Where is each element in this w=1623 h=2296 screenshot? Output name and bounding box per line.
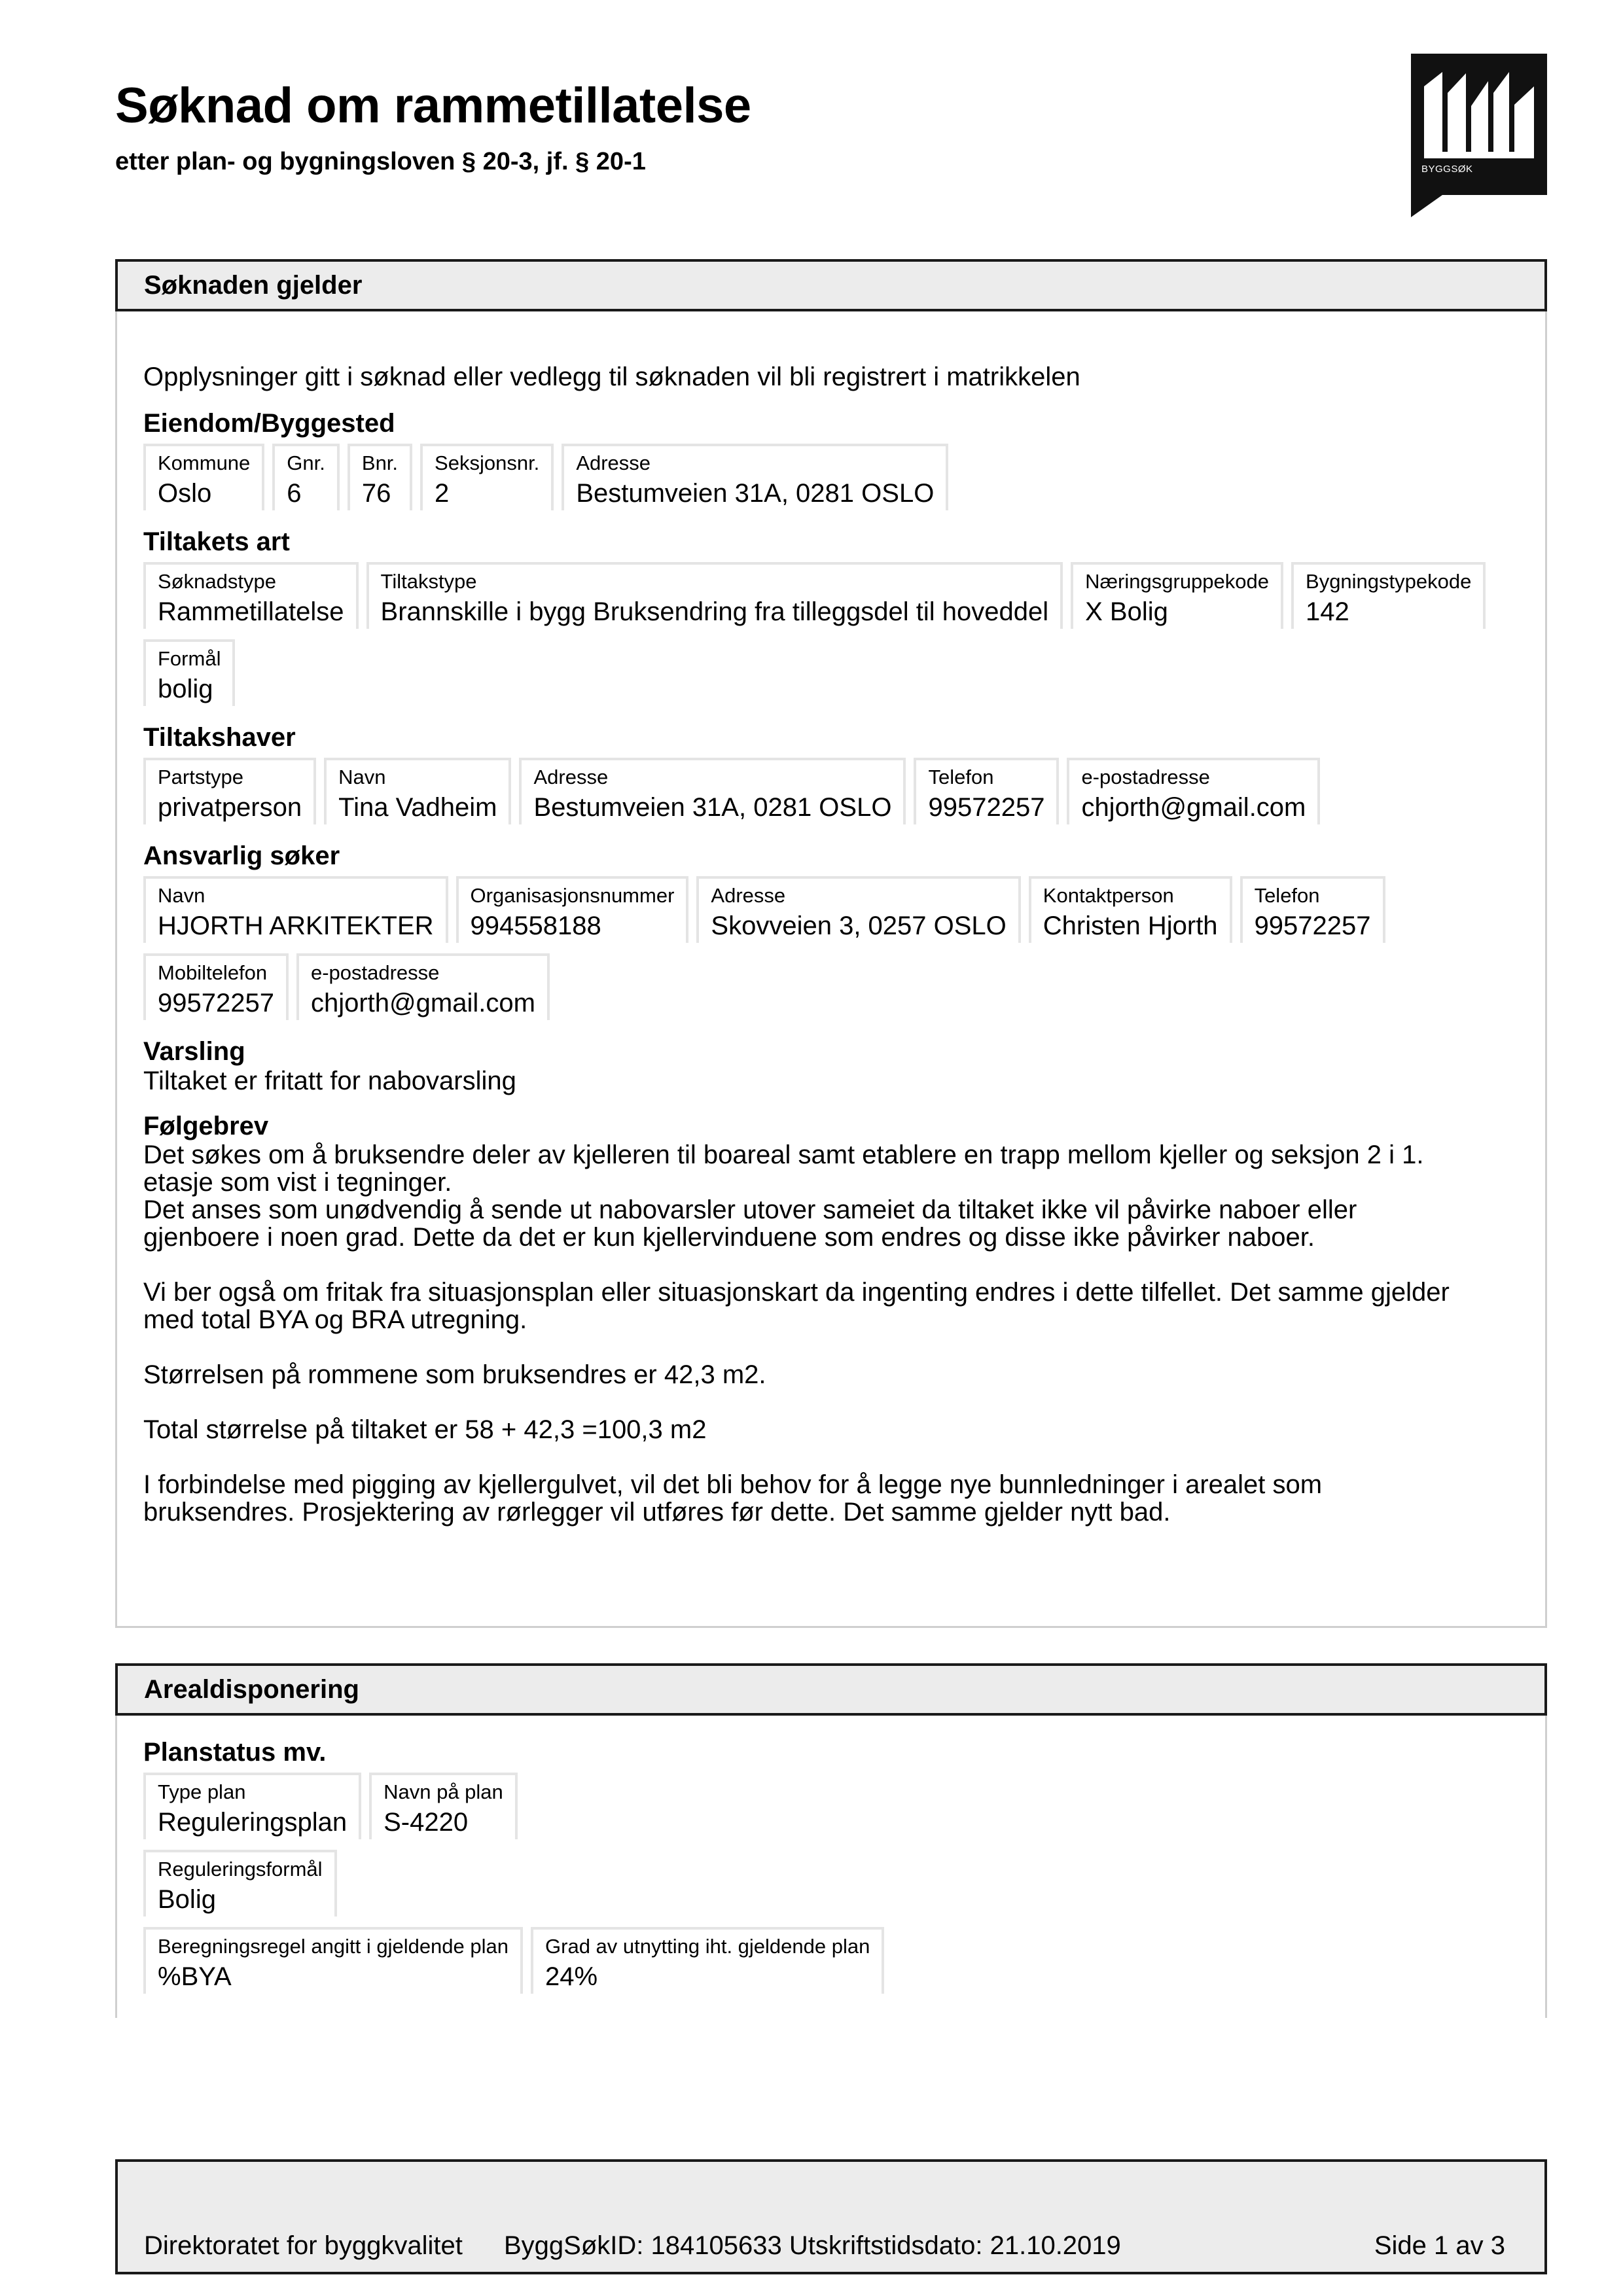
field-value: Christen Hjorth bbox=[1043, 911, 1218, 940]
field-value: Rammetillatelse bbox=[158, 597, 344, 626]
folgebrev-paragraph bbox=[143, 1416, 1519, 1443]
field-value: 142 bbox=[1306, 597, 1349, 626]
field-label: Grad av utnytting iht. gjeldende plan bbox=[545, 1935, 870, 1958]
text-line: Størrelsen på rommene som bruksendres er 42,3 m2. bbox=[143, 1360, 766, 1389]
field-label: Beregningsregel angitt i gjeldende plan bbox=[158, 1935, 509, 1958]
folgebrev-paragraph bbox=[143, 1279, 1519, 1333]
field-value: 994558188 bbox=[470, 911, 601, 940]
logo-text: BYGGSØK bbox=[1421, 164, 1473, 175]
section-soknaden-gjelder bbox=[115, 259, 1547, 1628]
ansvarlig-fields bbox=[143, 876, 1519, 943]
text-line: gjenboere i noen grad. Dette da det er kun kjellervinduene som endres og disse ikke påvirker naboer. bbox=[143, 1223, 1315, 1252]
field-label: Navn på plan bbox=[383, 1780, 503, 1803]
folgebrev-text bbox=[143, 1141, 1519, 1526]
folgebrev-title: Følgebrev bbox=[143, 1112, 269, 1140]
field-tiltakstype bbox=[366, 562, 1063, 629]
field-kommune bbox=[143, 444, 264, 510]
ansvarlig-soker-title: Ansvarlig søker bbox=[143, 841, 340, 870]
varsling-text: Tiltaket er fritatt for nabovarsling bbox=[143, 1067, 516, 1095]
folgebrev-paragraph bbox=[143, 1141, 1519, 1251]
field-epost bbox=[296, 953, 550, 1020]
field-label: Bygningstypekode bbox=[1306, 570, 1472, 593]
field-soknadstype bbox=[143, 562, 359, 629]
folgebrev-paragraph bbox=[143, 1471, 1519, 1526]
field-label: Adresse bbox=[711, 884, 786, 907]
field-label: Reguleringsformål bbox=[158, 1858, 323, 1881]
field-value: chjorth@gmail.com bbox=[310, 989, 535, 1017]
field-value: Reguleringsplan bbox=[158, 1808, 348, 1837]
section-header: Arealdisponering bbox=[115, 1663, 1547, 1716]
field-bygningstypekode bbox=[1291, 562, 1486, 629]
formal-fields bbox=[143, 639, 1519, 706]
text-line: Det søkes om å bruksendre deler av kjelleren til boareal samt etablere en trapp mellom kjeller og seksjon 2 i 1. bbox=[143, 1140, 1424, 1169]
field-label: Adresse bbox=[576, 451, 651, 474]
field-label: e-postadresse bbox=[310, 961, 440, 984]
text-line: Det anses som unødvendig å sende ut nabovarsler utover sameiet da tiltaket ikke vil påvirke naboer eller bbox=[143, 1195, 1357, 1224]
field-value: Bestumveien 31A, 0281 OSLO bbox=[576, 479, 935, 508]
field-value: %BYA bbox=[158, 1962, 232, 1991]
footer-org: Direktoratet for byggkvalitet bbox=[144, 2231, 463, 2260]
field-navn bbox=[143, 876, 448, 943]
field-value: Bolig bbox=[158, 1885, 216, 1914]
field-mobiltelefon bbox=[143, 953, 289, 1020]
field-adresse bbox=[519, 758, 906, 824]
field-grad-av-utnytting bbox=[531, 1927, 884, 1994]
field-label: Telefon bbox=[1254, 884, 1320, 907]
field-value: privatperson bbox=[158, 793, 302, 822]
field-value: chjorth@gmail.com bbox=[1081, 793, 1306, 822]
field-label: Gnr. bbox=[287, 451, 325, 474]
field-telefon bbox=[1240, 876, 1385, 943]
building-icon bbox=[1411, 54, 1547, 165]
field-label: e-postadresse bbox=[1081, 766, 1210, 788]
field-navn bbox=[324, 758, 511, 824]
text-line: med total BYA og BRA utregning. bbox=[143, 1305, 527, 1334]
field-value: X Bolig bbox=[1085, 597, 1168, 626]
field-value: Skovveien 3, 0257 OSLO bbox=[711, 911, 1007, 940]
field-partstype bbox=[143, 758, 316, 824]
section-arealdisponering bbox=[115, 1663, 1547, 2018]
field-value: bolig bbox=[158, 675, 213, 703]
field-label: Kommune bbox=[158, 451, 251, 474]
field-label: Formål bbox=[158, 647, 221, 670]
field-telefon bbox=[914, 758, 1059, 824]
field-label: Navn bbox=[158, 884, 205, 907]
field-reguleringsformal bbox=[143, 1850, 337, 1916]
field-value: 6 bbox=[287, 479, 302, 508]
folgebrev-paragraph bbox=[143, 1361, 1519, 1388]
section-header: Søknaden gjelder bbox=[115, 259, 1547, 311]
field-label: Organisasjonsnummer bbox=[470, 884, 675, 907]
field-naeringsgruppekode bbox=[1071, 562, 1283, 629]
field-gnr bbox=[272, 444, 340, 510]
tiltakshaver-fields bbox=[143, 758, 1519, 824]
field-epost bbox=[1067, 758, 1320, 824]
tiltakshaver-title: Tiltakshaver bbox=[143, 723, 296, 752]
field-value: Brannskille i bygg Bruksendring fra tilleggsdel til hoveddel bbox=[380, 597, 1049, 626]
tiltak-title: Tiltakets art bbox=[143, 527, 290, 556]
varsling-title: Varsling bbox=[143, 1037, 245, 1066]
field-label: Seksjonsnr. bbox=[435, 451, 540, 474]
field-value: 99572257 bbox=[1254, 911, 1371, 940]
field-label: Tiltakstype bbox=[380, 570, 477, 593]
text-line: Total størrelse på tiltaket er 58 + 42,3 =100,3 m2 bbox=[143, 1415, 707, 1444]
field-navn-pa-plan bbox=[369, 1773, 518, 1839]
field-value: 99572257 bbox=[158, 989, 274, 1017]
reguleringsformal-fields bbox=[143, 1850, 1519, 1916]
field-value: HJORTH ARKITEKTER bbox=[158, 911, 434, 940]
logo-tail bbox=[1411, 195, 1442, 217]
section-body bbox=[117, 362, 1545, 1526]
field-value: 2 bbox=[435, 479, 450, 508]
field-organisasjonsnummer bbox=[456, 876, 689, 943]
text-line: bruksendres. Prosjektering av rørlegger vil utføres før dette. Det samme gjelder nytt bad. bbox=[143, 1498, 1171, 1527]
text-line: I forbindelse med pigging av kjellergulvet, vil det bli behov for å legge nye bunnledninger i arealet som bbox=[143, 1470, 1323, 1499]
field-value: Bestumveien 31A, 0281 OSLO bbox=[533, 793, 892, 822]
planstatus-fields bbox=[143, 1773, 1519, 1839]
field-adresse bbox=[562, 444, 948, 510]
footer-page-number: Side 1 av 3 bbox=[1374, 2231, 1505, 2260]
text-line: etasje som vist i tegninger. bbox=[143, 1168, 452, 1197]
tiltak-fields bbox=[143, 562, 1519, 629]
matrikkel-info: Opplysninger gitt i søknad eller vedlegg til søknaden vil bli registrert i matrikkelen bbox=[143, 362, 1080, 391]
document-title: Søknad om rammetillatelse bbox=[115, 78, 751, 133]
field-label: Næringsgruppekode bbox=[1085, 570, 1270, 593]
field-value: 76 bbox=[361, 479, 391, 508]
text-line: Vi ber også om fritak fra situasjonsplan eller situasjonskart da ingenting endres i dette tilfellet. Det samme gjelder bbox=[143, 1278, 1450, 1307]
field-label: Mobiltelefon bbox=[158, 961, 268, 984]
field-label: Søknadstype bbox=[158, 570, 276, 593]
eiendom-fields bbox=[143, 444, 1519, 510]
field-value: Tina Vadheim bbox=[338, 793, 497, 822]
field-label: Partstype bbox=[158, 766, 243, 788]
ansvarlig-fields-2 bbox=[143, 953, 1519, 1020]
page-footer bbox=[115, 2159, 1547, 2274]
field-formal bbox=[143, 639, 235, 706]
field-beregningsregel bbox=[143, 1927, 523, 1994]
footer-id: ByggSøkID: 184105633 Utskriftstidsdato: 21.10.2019 bbox=[504, 2231, 1121, 2260]
beregning-fields bbox=[143, 1927, 1519, 1994]
field-label: Bnr. bbox=[361, 451, 399, 474]
eiendom-title: Eiendom/Byggested bbox=[143, 409, 395, 438]
field-label: Kontaktperson bbox=[1043, 884, 1174, 907]
field-kontaktperson bbox=[1029, 876, 1232, 943]
planstatus-title: Planstatus mv. bbox=[143, 1738, 327, 1767]
field-label: Adresse bbox=[533, 766, 609, 788]
document-subtitle: etter plan- og bygningsloven § 20-3, jf. § 20-1 bbox=[115, 148, 646, 175]
field-value: Oslo bbox=[158, 479, 212, 508]
field-label: Telefon bbox=[928, 766, 994, 788]
field-adresse bbox=[696, 876, 1020, 943]
field-seksjonsnr bbox=[420, 444, 554, 510]
field-label: Type plan bbox=[158, 1780, 246, 1803]
field-type-plan bbox=[143, 1773, 361, 1839]
field-bnr bbox=[348, 444, 412, 510]
field-value: 24% bbox=[545, 1962, 598, 1991]
field-value: 99572257 bbox=[928, 793, 1045, 822]
field-value: S-4220 bbox=[383, 1808, 469, 1837]
section-body bbox=[117, 1738, 1545, 1994]
field-label: Navn bbox=[338, 766, 386, 788]
